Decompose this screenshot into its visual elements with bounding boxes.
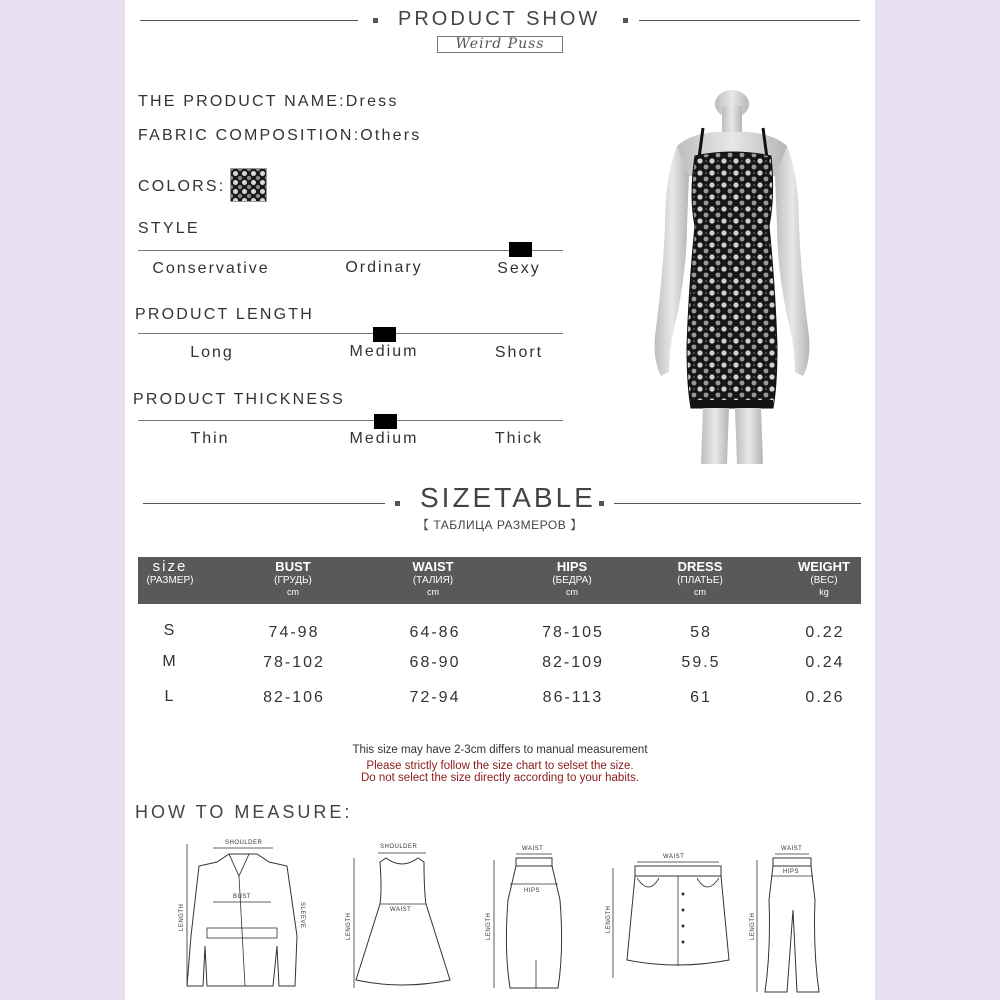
sizetable-dot-left [395, 501, 400, 506]
dress-cell: 59.5 [681, 654, 721, 671]
dress-cell: 61 [690, 689, 712, 706]
style-option-conservative: Conservative [152, 260, 270, 277]
size-cell: M [162, 653, 178, 670]
col-header-bust: BUST (ГРУДЬ) cm [274, 559, 312, 597]
thickness-option-medium: Medium [349, 430, 419, 447]
brand-name: Weird Puss [437, 36, 563, 53]
col-header-size: size (РАЗМЕР) [146, 558, 194, 586]
skirt-sketch [480, 840, 590, 995]
skirt-length-label: LENGTH [486, 912, 492, 940]
pants-length-label: LENGTH [750, 912, 756, 940]
pants-sketch [745, 840, 855, 998]
product-name-label: THE PRODUCT NAME: [138, 93, 346, 110]
skirt-hips-label: HIPS [524, 888, 541, 894]
jacket-length-label: LENGTH [179, 903, 185, 931]
waist-cell: 68-90 [409, 654, 461, 671]
style-option-ordinary: Ordinary [345, 259, 423, 276]
shorts-waist-label: WAIST [663, 854, 685, 860]
thickness-option-thick: Thick [494, 430, 544, 447]
size-cell: L [164, 688, 176, 705]
product-name-row [138, 93, 399, 111]
length-scale-line [138, 333, 563, 334]
jacket-sketch [177, 836, 322, 996]
hips-cell: 86-113 [542, 689, 604, 706]
shorts-length-label: LENGTH [606, 905, 612, 933]
header-rule-left [140, 20, 358, 21]
sizetable-subtitle: 【 ТАБЛИЦА РАЗМЕРОВ 】 [417, 518, 583, 532]
col-header-hips: HIPS (БЕДРА) cm [552, 559, 592, 597]
col-header-dress: DRESS (ПЛАТЬЕ) cm [677, 559, 723, 597]
waist-cell: 64-86 [409, 624, 461, 641]
header-dot-right [623, 18, 628, 23]
thickness-option-thin: Thin [190, 430, 230, 447]
fabric-value: Others [360, 127, 422, 144]
jacket-sleeve-label: SLEEVE [299, 902, 305, 929]
fabric-row [138, 127, 421, 145]
how-to-measure-title: HOW TO MEASURE: [135, 802, 353, 822]
length-option-short: Short [494, 344, 544, 361]
dress-length-label: LENGTH [346, 912, 352, 940]
sizetable-header [138, 557, 861, 604]
note-habits: Do not select the size directly according to your habits. [360, 772, 640, 784]
weight-cell: 0.24 [805, 654, 845, 671]
weight-cell: 0.22 [805, 624, 845, 641]
thickness-scale-line [138, 420, 563, 421]
product-name-value: Dress [345, 93, 399, 110]
thickness-scale-marker [374, 414, 397, 429]
jacket-shoulder-label: SHOULDER [225, 840, 263, 846]
header-dot-left [373, 18, 378, 23]
sizetable-title: SIZETABLE [420, 482, 596, 513]
bust-cell: 82-106 [263, 689, 325, 706]
header-rule-right [639, 20, 860, 21]
product-photo [625, 86, 865, 466]
dress-cell: 58 [690, 624, 712, 641]
bust-cell: 78-102 [263, 654, 325, 671]
weight-cell: 0.26 [805, 689, 845, 706]
colors-label: COLORS: [138, 178, 226, 195]
mannequin-dress-illustration [625, 86, 865, 466]
page-title: PRODUCT SHOW [398, 8, 601, 30]
pants-measure-diagram [745, 840, 855, 998]
skirt-measure-diagram [480, 840, 590, 995]
length-scale-marker [373, 327, 396, 342]
product-sheet [125, 0, 875, 1000]
dress-waist-label: WAIST [390, 907, 412, 913]
dress-shoulder-label: SHOULDER [380, 844, 418, 850]
shorts-sketch [603, 848, 743, 993]
skirt-waist-label: WAIST [522, 846, 544, 852]
bust-cell: 74-98 [268, 624, 320, 641]
sizetable-rule-right [614, 503, 861, 504]
dress-sketch [340, 840, 460, 995]
jacket-measure-diagram [177, 836, 322, 996]
length-option-medium: Medium [349, 343, 419, 360]
style-scale-line [138, 250, 563, 251]
fabric-label: FABRIC COMPOSITION: [138, 127, 361, 144]
shorts-measure-diagram [603, 848, 743, 993]
hips-cell: 82-109 [542, 654, 604, 671]
sizetable-rule-left [143, 503, 385, 504]
pants-hips-label: HIPS [783, 869, 800, 875]
style-scale-marker [509, 242, 532, 257]
length-scale-title: PRODUCT LENGTH [135, 306, 314, 323]
style-scale-title: STYLE [138, 220, 200, 237]
length-option-long: Long [190, 344, 234, 361]
note-follow-chart: Please strictly follow the size chart to selset the size. [366, 760, 634, 772]
style-option-sexy: Sexy [497, 260, 541, 277]
size-cell: S [163, 622, 177, 639]
pants-waist-label: WAIST [781, 846, 803, 852]
hips-cell: 78-105 [542, 624, 604, 641]
jacket-bust-label: BUST [233, 894, 252, 900]
waist-cell: 72-94 [409, 689, 461, 706]
dress-measure-diagram [340, 840, 460, 995]
note-measurement: This size may have 2-3cm differs to manual measurement [352, 744, 648, 756]
col-header-waist: WAIST (ТАЛИЯ) cm [412, 559, 454, 597]
col-header-weight: WEIGHT (ВЕС) kg [798, 559, 850, 597]
sizetable-dot-right [599, 501, 604, 506]
thickness-scale-title: PRODUCT THICKNESS [133, 391, 345, 408]
color-swatch[interactable] [230, 168, 267, 202]
